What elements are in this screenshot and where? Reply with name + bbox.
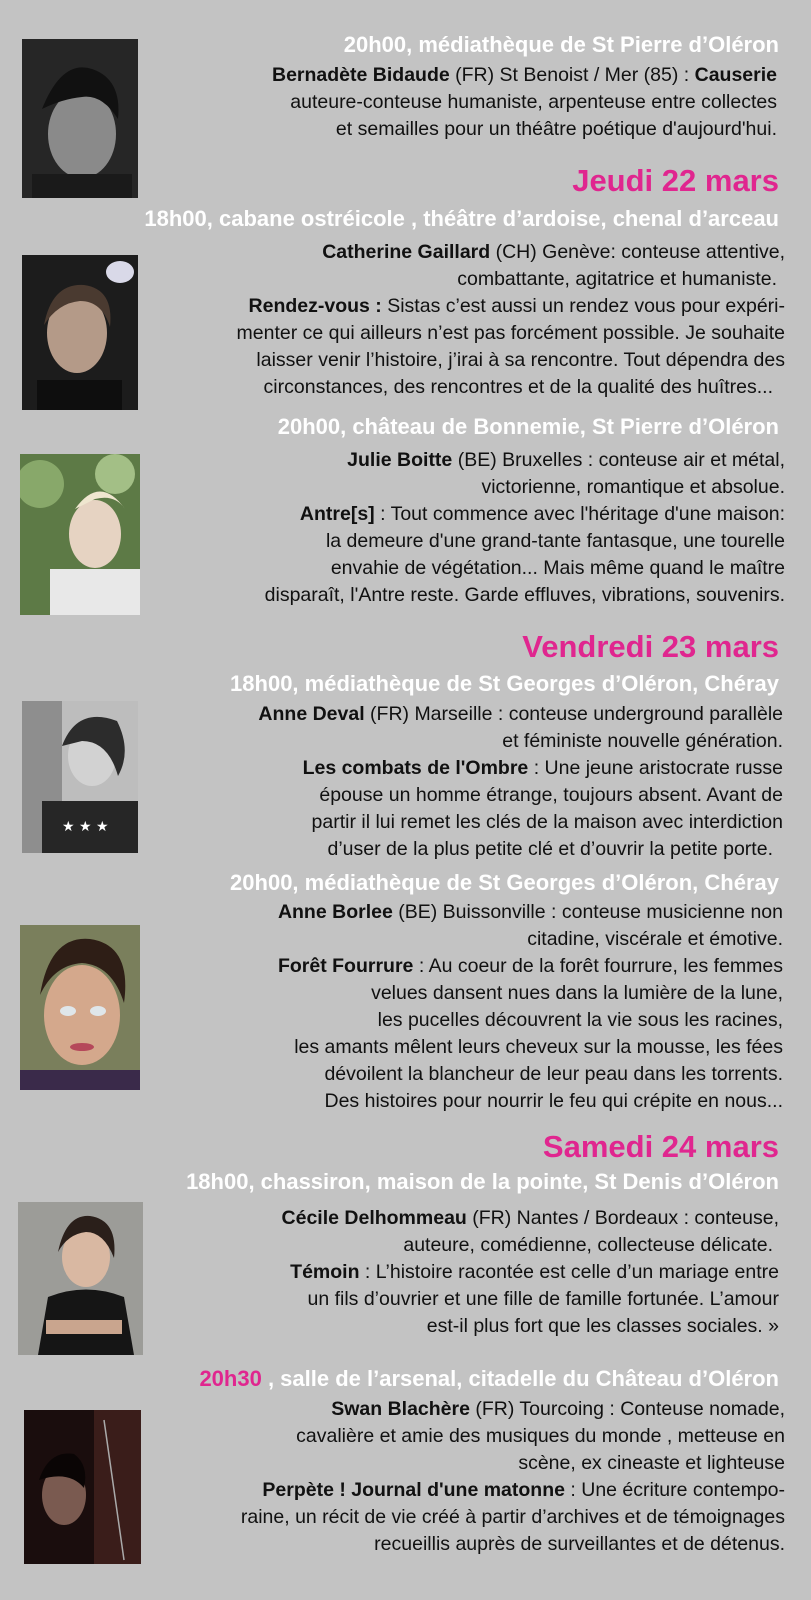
svg-text:★ ★ ★: ★ ★ ★ xyxy=(62,819,109,835)
event-description: Julie Boitte (BE) Bruxelles : conteuse air et métal, victorienne, romantique et absolue. Antre[s] : Tout commence avec l'héritage d'une maison: la demeure d'une grand-tante fantasque, une tourelle envahie de végétation... Mais même quand le maître disparaît, l'Antre reste. Garde effluves, vibrations, souvenirs. xyxy=(264,449,785,606)
event-time: 20h00, médiathèque de St Pierre d’Oléron xyxy=(343,32,779,57)
artist-name: Bernadète Bidaude xyxy=(272,64,450,86)
photo-swan-blachere xyxy=(24,1410,141,1564)
day-heading: Samedi 24 mars xyxy=(542,1129,779,1164)
show-title: Antre[s] xyxy=(299,503,375,525)
artist-name: Swan Blachère xyxy=(331,1398,470,1420)
photo-julie-boitte xyxy=(20,454,140,615)
artist-name: Julie Boitte xyxy=(347,449,453,471)
event-description: Swan Blachère (FR) Tourcoing : Conteuse nomade, cavalière et amie des musiques du monde , metteuse en scène, ex cineaste et lighteuse Perpète ! Journal d'une matonne : Une écriture contempo- raine, un récit de vie créé à partir d’archives et de témoignages recueillis auprès de surveillantes et de détenus. xyxy=(240,1398,785,1555)
show-title: Forêt Fourrure xyxy=(277,955,414,977)
event-time: 20h30 , salle de l’arsenal, citadelle du Château d’Oléron xyxy=(199,1366,779,1391)
photo-anne-borlee xyxy=(20,925,140,1090)
event-time: 18h00, cabane ostréicole , théâtre d’ardoise, chenal d’arceau xyxy=(144,206,779,231)
artist-name: Anne Borlee xyxy=(277,901,393,923)
event-description: Anne Borlee (BE) Buissonville : conteuse musicienne non citadine, viscérale et émotive. Forêt Fourrure : Au coeur de la forêt fourrure, les femmes velues dansent nues dans la lumière de la lune, les pucelles découvrent la vie sous les racines, les amants mêlent leurs cheveux sur la mousse, les fées dévoilent la blancheur de leur peau dans les torrents. Des histoires pour nourrir le feu qui crépite en nous... xyxy=(277,901,783,1112)
event-description: Bernadète Bidaude (FR) St Benoist / Mer (85) : Causerie auteure-conteuse humaniste, arpenteuse entre collectes et semailles pour un théâtre poétique d'aujourd'hui. xyxy=(272,64,777,140)
photo-cecile-delhommeau xyxy=(18,1202,143,1355)
show-title: Témoin xyxy=(290,1261,360,1283)
photo-catherine-gaillard xyxy=(22,255,138,410)
event-time: 20h00, médiathèque de St Georges d’Oléron, Chéray xyxy=(230,870,779,895)
event-description: Anne Deval (FR) Marseille : conteuse underground parallèle et féministe nouvelle génération. Les combats de l'Ombre : Une jeune aristocrate russe épouse un homme étrange, toujours absent. Avant de partir il lui remet les clés de la maison avec interdiction d’user de la plus petite clé et d’ouvrir la petite porte. xyxy=(258,703,783,860)
artist-name: Catherine Gaillard xyxy=(322,241,491,263)
day-heading: Vendredi 23 mars xyxy=(522,629,779,664)
show-title: Perpète ! Journal d'une matonne xyxy=(262,1479,565,1501)
show-title: Rendez-vous : xyxy=(248,295,382,317)
show-title: Causerie xyxy=(694,64,777,86)
day-heading: Jeudi 22 mars xyxy=(572,163,779,198)
show-title: Les combats de l'Ombre xyxy=(302,757,529,779)
photo-bernadete-bidaude xyxy=(22,39,138,198)
event-time-hour: 20h30 xyxy=(199,1366,262,1391)
event-time: 18h00, chassiron, maison de la pointe, St Denis d’Oléron xyxy=(186,1169,779,1194)
event-description: Cécile Delhommeau (FR) Nantes / Bordeaux : conteuse, auteure, comédienne, collecteuse délicate. Témoin : L’histoire racontée est celle d’un mariage entre un fils d’ouvrier et une fille de famille fortunée. L’amour est-il plus fort que les classes sociales. » xyxy=(281,1207,779,1337)
photo-anne-deval xyxy=(22,701,138,853)
artist-name: Anne Deval xyxy=(258,703,365,725)
event-time: 20h00, château de Bonnemie, St Pierre d’Oléron xyxy=(277,414,779,439)
event-time: 18h00, médiathèque de St Georges d’Oléron, Chéray xyxy=(230,671,779,696)
event-description: Catherine Gaillard (CH) Genève: conteuse attentive, combattante, agitatrice et humaniste. Rendez-vous : Sistas c’est aussi un rendez vous pour expéri- menter ce qui ailleurs n’est pas forcément possible. Je souhaite laisser venir l’histoire, j’irai à sa rencontre. Tout dépendra des circonstances, des rencontres et de la qualité des huîtres... xyxy=(236,241,785,398)
artist-name: Cécile Delhommeau xyxy=(281,1207,467,1229)
